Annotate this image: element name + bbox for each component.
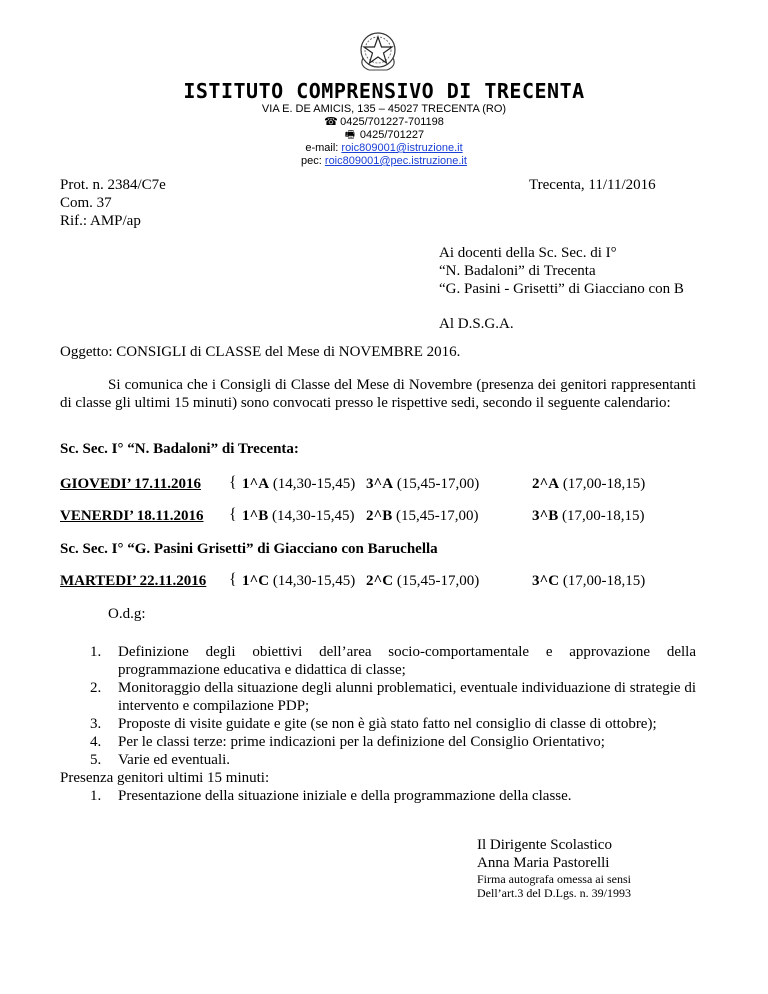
email-line: [0, 142, 768, 155]
recipient-line: Ai docenti della Sc. Sec. di I°: [439, 245, 617, 261]
recipient-dsga: Al D.S.G.A.: [439, 316, 514, 332]
fax-line: [0, 129, 768, 142]
schedule-slot: 3^B (17,00-18,15): [532, 508, 645, 524]
email-link[interactable]: roic809001@istruzione.it: [341, 142, 463, 154]
recipient-line: “G. Pasini - Grisetti” di Giacciano con B: [439, 281, 684, 297]
phone-icon: ☎: [324, 116, 338, 128]
protocol-block: [60, 176, 166, 230]
signer-title: Il Dirigente Scolastico: [477, 837, 612, 853]
list-item: 2. Monitoraggio della situazione degli alunni problematici, eventuale individuazione di strategie di intervento e compilazione PDP;: [90, 680, 696, 714]
fax-icon: 🖷: [344, 129, 356, 141]
republic-emblem-icon: [357, 28, 399, 74]
intro-paragraph: Si comunica che i Consigli di Classe del Mese di Novembre (presenza dei genitori rappresentanti di classe gli ultimi 15 minuti) sono convocati presso le rispettive sedi, secondo il seguente calendario:: [60, 377, 696, 411]
signature-note: Firma autografa omessa ai sensi: [477, 872, 631, 886]
fax-number: 0425/701227: [359, 129, 425, 141]
schedule-row: [60, 507, 720, 525]
schedule-day: VENERDI’ 18.11.2016: [60, 508, 204, 524]
signature-note: Dell’art.3 del D.Lgs. n. 39/1993: [477, 886, 631, 900]
schedule-slot: 3^A (15,45-17,00): [366, 476, 480, 492]
schedule-slot: 2^A (17,00-18,15): [532, 476, 646, 492]
section-heading-pasini-grisetti: Sc. Sec. I° “G. Pasini Grisetti” di Giacciano con Baruchella: [60, 541, 438, 557]
school-name: ISTITUTO COMPRENSIVO DI TRECENTA: [183, 79, 585, 103]
schedule-slot: 2^C (15,45-17,00): [366, 573, 480, 589]
schedule-day: GIOVEDI’ 17.11.2016: [60, 476, 201, 492]
phone-number: 0425/701227-701198: [340, 116, 444, 128]
schedule-row: [60, 475, 720, 493]
list-item: 1. Definizione degli obiettivi dell’area socio-comportamentale e approvazione della programmazione educativa e didattica di classe;: [90, 644, 696, 678]
pec-line: [0, 155, 768, 168]
brace-mark: {: [229, 474, 237, 491]
signer-name: Anna Maria Pastorelli: [477, 855, 610, 871]
schedule-day: MARTEDI’ 22.11.2016: [60, 573, 207, 589]
agenda-list: [90, 643, 696, 769]
signature-block: [477, 836, 631, 900]
brace-mark: {: [229, 571, 237, 588]
schedule-slot: 3^C (17,00-18,15): [532, 573, 646, 589]
recipients-block: [439, 244, 684, 298]
section-heading-badaloni: Sc. Sec. I° “N. Badaloni” di Trecenta:: [60, 441, 299, 457]
date-place: Trecenta, 11/11/2016: [529, 177, 656, 193]
reference: Rif.: AMP/ap: [60, 213, 141, 229]
pec-link[interactable]: roic809001@pec.istruzione.it: [324, 155, 467, 167]
phone-line: [0, 116, 768, 129]
schedule-row: [60, 572, 720, 590]
list-item: 3. Proposte di visite guidate e gite (se non è già stato fatto nel consiglio di classe di ottobre);: [90, 716, 657, 732]
schedule-slot: 1^A (14,30-15,45): [242, 476, 356, 492]
schedule-slot: 2^B (15,45-17,00): [366, 508, 479, 524]
protocol-number: Prot. n. 2384/C7e: [60, 177, 166, 193]
list-item: 4. Per le classi terze: prime indicazioni per la definizione del Consiglio Orientativo;: [90, 734, 605, 750]
schedule-slot: 1^B (14,30-15,45): [242, 508, 355, 524]
list-item: 5. Varie ed eventuali.: [90, 752, 231, 768]
school-address: VIA E. DE AMICIS, 135 – 45027 TRECENTA (RO): [261, 103, 507, 115]
email-label: e-mail:: [305, 142, 342, 154]
subject-line: Oggetto: CONSIGLI di CLASSE del Mese di NOVEMBRE 2016.: [60, 344, 461, 360]
list-item: 1. Presentazione della situazione iniziale e della programmazione della classe.: [90, 788, 572, 804]
pec-label: pec:: [301, 155, 325, 167]
agenda-label: O.d.g:: [108, 606, 146, 622]
schedule-slot: 1^C (14,30-15,45): [242, 573, 356, 589]
brace-mark: {: [229, 506, 237, 523]
parents-label: Presenza genitori ultimi 15 minuti:: [60, 770, 270, 786]
recipient-line: “N. Badaloni” di Trecenta: [439, 263, 596, 279]
parents-list: [90, 787, 696, 805]
communication-number: Com. 37: [60, 195, 112, 211]
